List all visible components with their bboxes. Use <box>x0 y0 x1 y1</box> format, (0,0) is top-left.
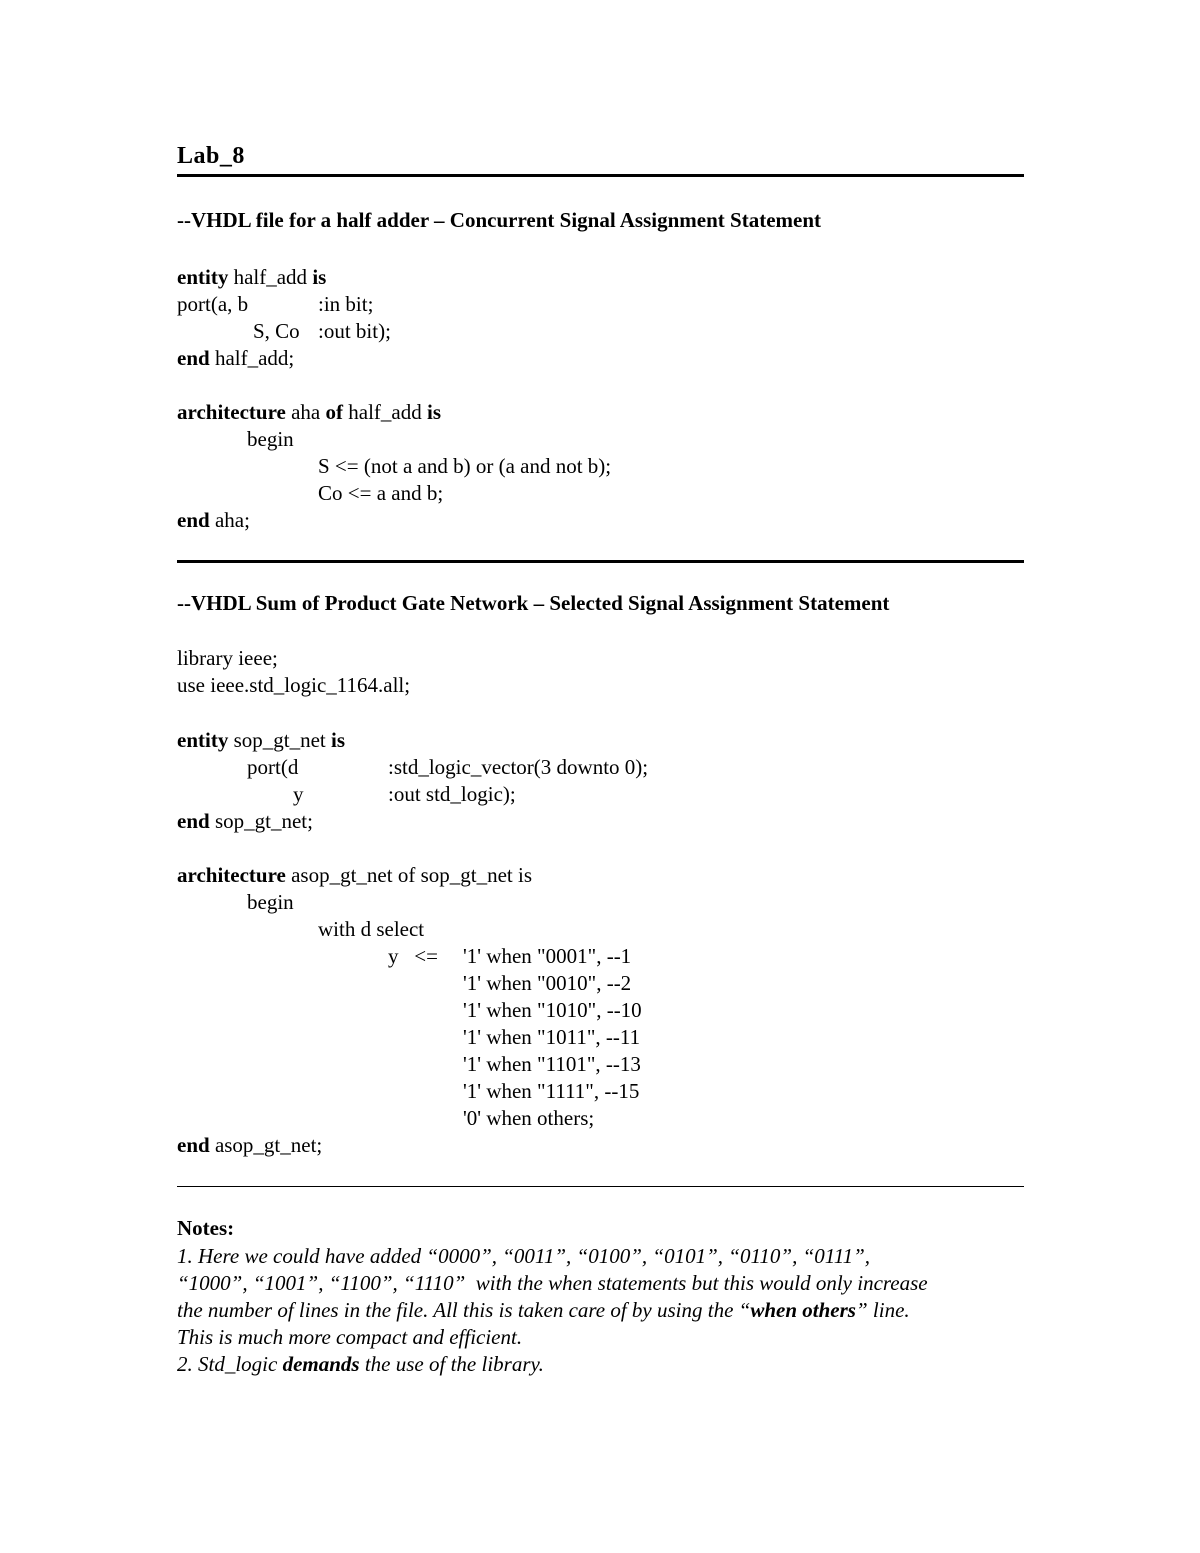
keyword: entity <box>177 728 229 752</box>
note-emphasis: when others <box>750 1298 856 1322</box>
code-line: '1' when "1010", --10 <box>463 998 642 1022</box>
code-text: sop_gt_net; <box>209 809 313 833</box>
code-text: aha <box>285 400 326 424</box>
code-text: asop_gt_net; <box>209 1133 323 1157</box>
code-text: sop_gt_net <box>228 728 331 752</box>
code-text: half_add; <box>209 346 295 370</box>
code-line: :in bit; <box>318 292 374 316</box>
note-line: “1000”, “1001”, “1100”, “1110” with the when statements but this would only increase <box>177 1271 928 1295</box>
keyword: is <box>312 265 327 289</box>
code-line: '1' when "1011", --11 <box>463 1025 641 1049</box>
code-line: y <= <box>388 944 438 968</box>
code-line: '1' when "1111", --15 <box>463 1079 640 1103</box>
code-text: asop_gt_net of sop_gt_net is <box>285 863 533 887</box>
code-line: begin <box>247 890 294 914</box>
note-text: 2. Std_logic <box>177 1352 283 1376</box>
note-line <box>177 1352 544 1376</box>
code-line <box>177 1133 322 1157</box>
keyword: end <box>177 809 210 833</box>
keyword: of <box>325 400 344 424</box>
code-line: Co <= a and b; <box>318 481 444 505</box>
code-line: S <= (not a and b) or (a and not b); <box>318 454 612 478</box>
code-text: half_add <box>228 265 313 289</box>
code-line: port(a, b <box>177 292 249 316</box>
code-line: y <box>293 782 304 806</box>
code-line: '0' when others; <box>463 1106 595 1130</box>
code-line: :std_logic_vector(3 downto 0); <box>388 755 649 779</box>
code-line: begin <box>247 427 294 451</box>
page-title: Lab_8 <box>177 143 245 169</box>
note-line <box>177 1298 910 1322</box>
keyword: entity <box>177 265 229 289</box>
keyword: is <box>427 400 442 424</box>
keyword: end <box>177 1133 210 1157</box>
section1-heading: --VHDL file for a half adder – Concurrent Signal Assignment Statement <box>177 208 821 232</box>
section2-heading: --VHDL Sum of Product Gate Network – Selected Signal Assignment Statement <box>177 591 890 615</box>
code-text: aha; <box>209 508 250 532</box>
code-line <box>177 809 313 833</box>
code-line: with d select <box>318 917 425 941</box>
code-line <box>177 863 532 887</box>
note-text: ” line. <box>855 1298 910 1322</box>
code-line: port(d <box>247 755 299 779</box>
title-rule <box>177 174 1024 177</box>
keyword: architecture <box>177 863 286 887</box>
notes-divider <box>177 1186 1024 1187</box>
section-divider <box>177 560 1024 563</box>
code-line: :out bit); <box>318 319 391 343</box>
keyword: end <box>177 508 210 532</box>
keyword: architecture <box>177 400 286 424</box>
code-line: '1' when "0001", --1 <box>463 944 632 968</box>
code-text: half_add <box>343 400 427 424</box>
code-line <box>177 265 326 289</box>
note-text: the use of the library. <box>359 1352 544 1376</box>
note-line: This is much more compact and efficient. <box>177 1325 523 1349</box>
code-line: S, Co <box>253 319 300 343</box>
code-line: use ieee.std_logic_1164.all; <box>177 673 411 697</box>
keyword: is <box>331 728 346 752</box>
notes-label: Notes: <box>177 1216 235 1240</box>
code-line <box>177 728 345 752</box>
code-line <box>177 400 441 424</box>
note-text: the number of lines in the file. All this is taken care of by using the “ <box>177 1298 751 1322</box>
code-line <box>177 346 294 370</box>
note-line: 1. Here we could have added “0000”, “0011”, “0100”, “0101”, “0110”, “0111”, <box>177 1244 871 1268</box>
note-emphasis: demands <box>282 1352 360 1376</box>
code-line: '1' when "1101", --13 <box>463 1052 641 1076</box>
keyword: end <box>177 346 210 370</box>
code-line: :out std_logic); <box>388 782 516 806</box>
code-line: library ieee; <box>177 646 278 670</box>
code-line <box>177 508 250 532</box>
code-line: '1' when "0010", --2 <box>463 971 632 995</box>
